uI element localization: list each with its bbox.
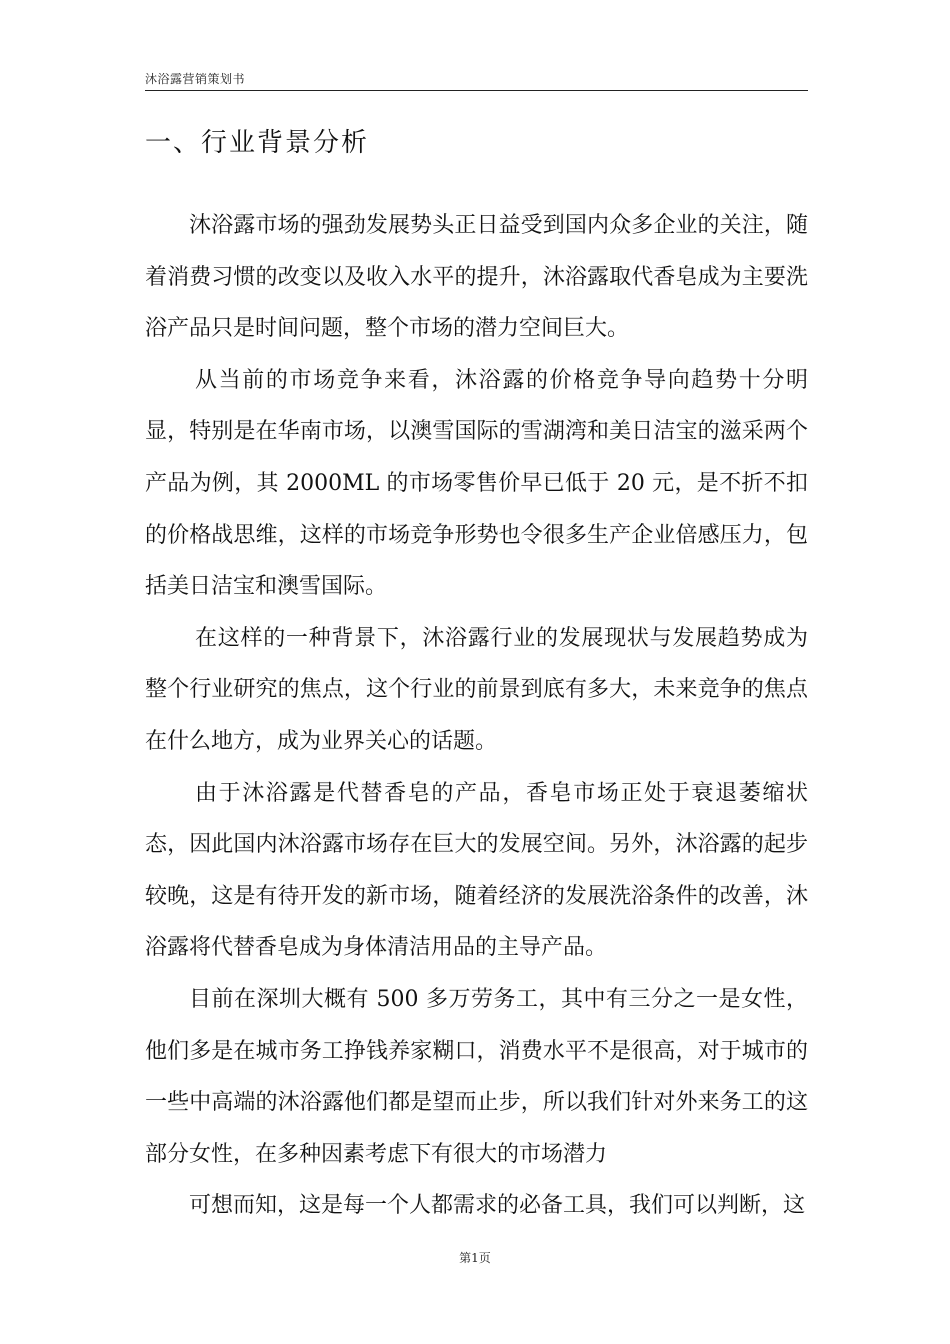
paragraph: 目前在深圳大概有 500 多万劳务工，其中有三分之一是女性，他们多是在城市务工挣钱养家糊口，消费水平不是很高，对于城市的一些中高端的沐浴露他们都是望而止步，所以我们针对外来务工的这部分女性，在多种因素考虑下有很大的市场潜力 (145, 986, 808, 1167)
body-text (145, 200, 808, 1232)
page-header (145, 68, 808, 91)
section-heading: 一、行业背景分析 (145, 128, 370, 158)
paragraph: 由于沐浴露是代替香皂的产品，香皂市场正处于衰退萎缩状态，因此国内沐浴露市场存在巨大的发展空间。另外，沐浴露的起步较晚，这是有待开发的新市场，随着经济的发展洗浴条件的改善，沐浴露将代替香皂成为身体清洁用品的主导产品。 (145, 780, 808, 961)
paragraph: 沐浴露市场的强劲发展势头正日益受到国内众多企业的关注，随着消费习惯的改变以及收入水平的提升，沐浴露取代香皂成为主要洗浴产品只是时间问题，整个市场的潜力空间巨大。 (145, 213, 808, 342)
page-number: 第1页 (459, 1251, 491, 1265)
paragraph: 可想而知，这是每一个人都需求的必备工具，我们可以判断，这 (189, 1193, 806, 1219)
paragraph: 从当前的市场竞争来看，沐浴露的价格竞争导向趋势十分明显，特别是在华南市场，以澳雪国际的雪湖湾和美日洁宝的滋采两个产品为例，其 2000ML 的市场零售价早已低于 20 元，是不折不扣的价格战思维，这样的市场竞争形势也令很多生产企业倍感压力，包括美日洁宝和澳雪国际。 (145, 367, 808, 600)
header-title: 沐浴露营销策划书 (145, 72, 246, 86)
paragraph: 在这样的一种背景下，沐浴露行业的发展现状与发展趋势成为整个行业研究的焦点，这个行业的前景到底有多大，未来竞争的焦点在什么地方，成为业界关心的话题。 (145, 625, 808, 754)
